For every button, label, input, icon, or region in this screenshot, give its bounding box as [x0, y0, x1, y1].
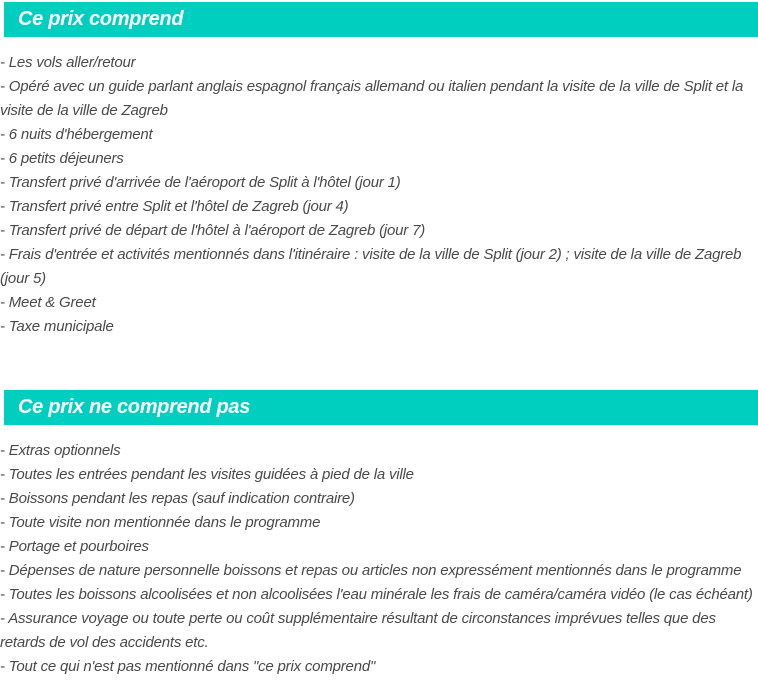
list-item: - 6 petits déjeuners — [0, 150, 124, 167]
list-item: - Transfert privé de départ de l'hôtel à l'aéroport de Zagreb (jour 7) — [0, 222, 426, 239]
price-details-page — [0, 2, 758, 700]
price-excludes-title: Ce prix ne comprend pas — [18, 396, 251, 418]
list-item: - Les vols aller/retour — [0, 54, 136, 71]
list-item: - Extras optionnels — [0, 442, 121, 459]
list-item: - Transfert privé entre Split et l'hôtel de Zagreb (jour 4) — [0, 198, 349, 215]
price-excludes-list — [0, 439, 758, 679]
list-item: - Frais d'entrée et activités mentionnés dans l'itinéraire : visite de la ville de Split (jour 2) ; visite de la ville de Zagreb (jour 5) — [0, 246, 742, 287]
list-item: - Assurance voyage ou toute perte ou coût supplémentaire résultant de circonstances imprévues telles que des retards de vol des accidents etc. — [0, 610, 716, 651]
list-item: - Toute visite non mentionnée dans le programme — [0, 514, 321, 531]
list-item: - Meet & Greet — [0, 294, 96, 311]
list-item: - Portage et pourboires — [0, 538, 149, 555]
price-includes-section — [0, 2, 758, 339]
list-item: - 6 nuits d'hébergement — [0, 126, 153, 143]
list-item: - Opéré avec un guide parlant anglais espagnol français allemand ou italien pendant la visite de la ville de Split et la visite de la ville de Zagreb — [0, 78, 744, 119]
price-includes-title: Ce prix comprend — [18, 8, 184, 30]
list-item: - Tout ce qui n'est pas mentionné dans "ce prix comprend" — [0, 658, 376, 675]
list-item: - Boissons pendant les repas (sauf indication contraire) — [0, 490, 355, 507]
list-item: - Dépenses de nature personnelle boissons et repas ou articles non expressément mentionnés dans le programme — [0, 562, 742, 579]
list-item: - Toutes les boissons alcoolisées et non alcoolisées l'eau minérale les frais de caméra/caméra vidéo (le cas échéant) — [0, 586, 753, 603]
price-includes-header — [4, 2, 758, 37]
list-item: - Toutes les entrées pendant les visites guidées à pied de la ville — [0, 466, 414, 483]
list-item: - Taxe municipale — [0, 318, 114, 335]
list-item: - Transfert privé d'arrivée de l'aéroport de Split à l'hôtel (jour 1) — [0, 174, 401, 191]
price-includes-list — [0, 51, 758, 339]
price-excludes-header — [4, 390, 758, 425]
price-excludes-section — [0, 390, 758, 679]
